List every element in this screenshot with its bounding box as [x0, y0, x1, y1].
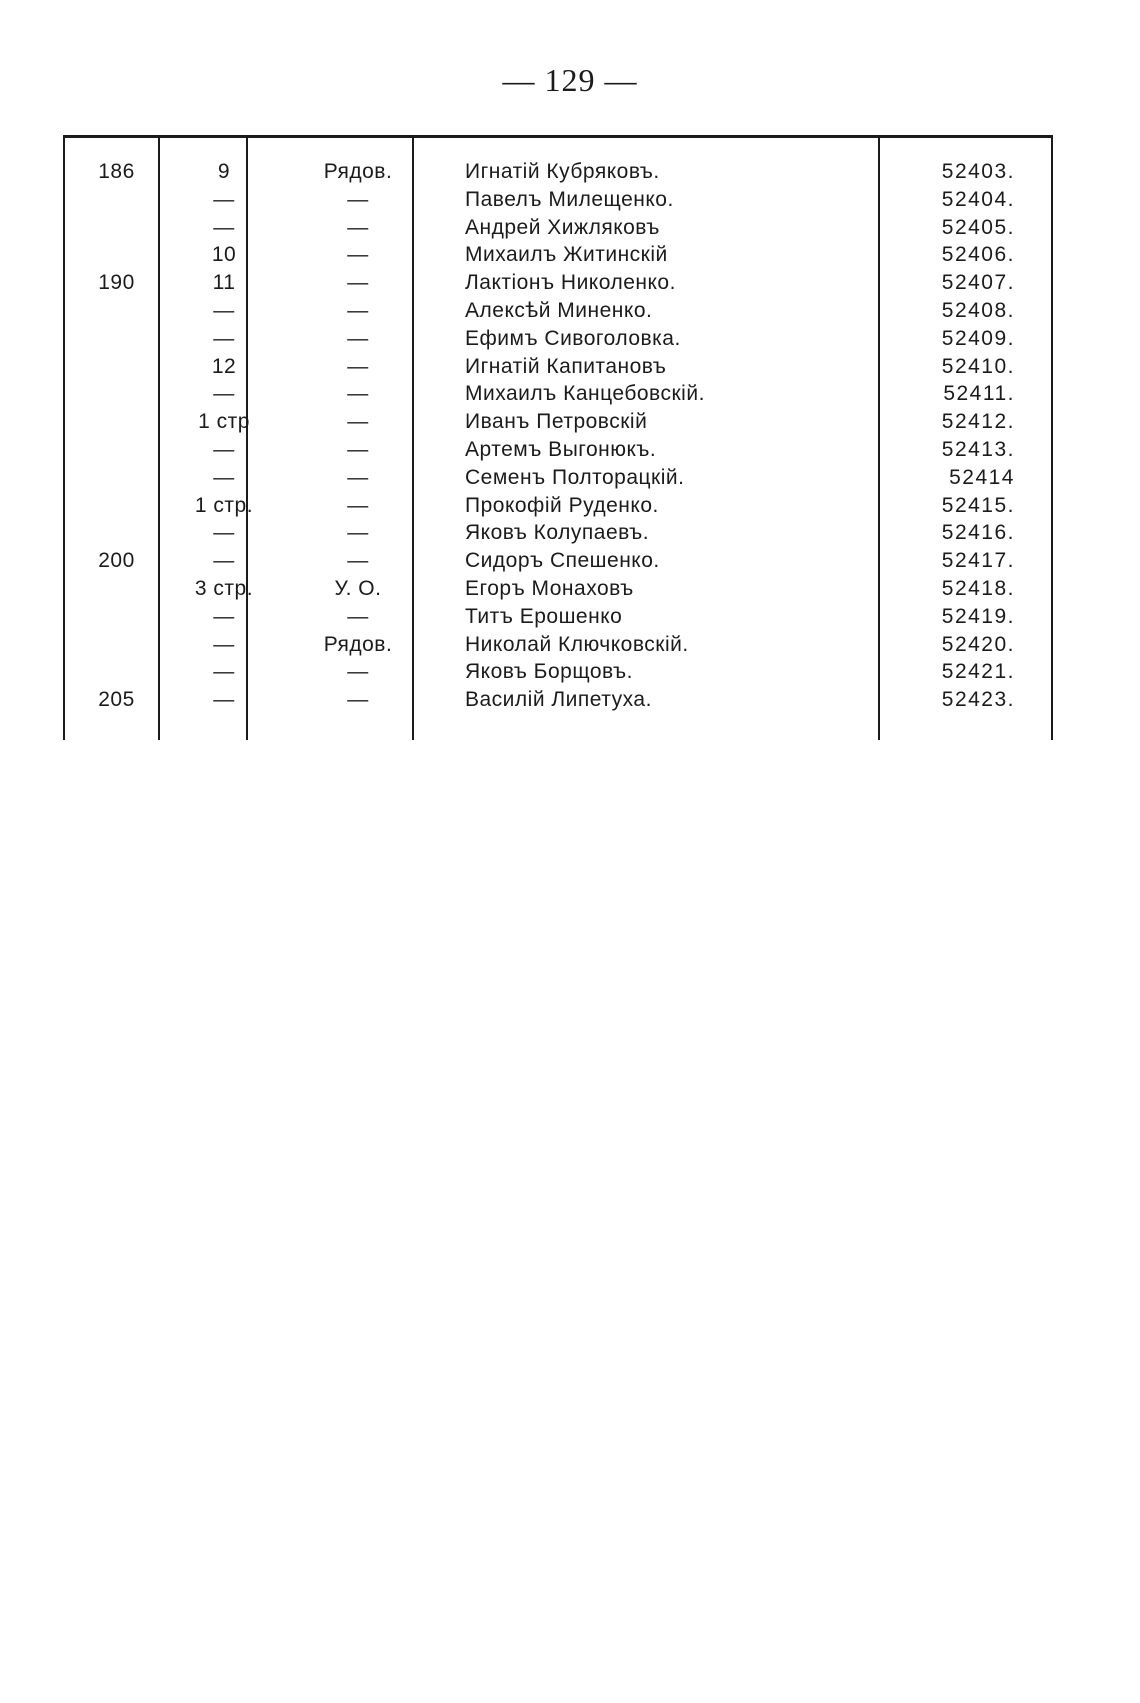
- soldier-name-cell: Артемъ Выгонюкъ.: [465, 437, 657, 461]
- soldier-name-cell: Семенъ Полторацкій.: [465, 465, 685, 489]
- registry-number-cell: 52421.: [941, 660, 1015, 684]
- company-cell: —: [213, 660, 235, 684]
- ledger-rows: [65, 158, 1051, 714]
- entry-number-cell: 190: [98, 271, 135, 295]
- company-cell: 10: [211, 243, 237, 267]
- registry-number-cell: 52405.: [941, 215, 1015, 239]
- company-cell: 12: [211, 354, 237, 378]
- ledger-row: [65, 464, 1051, 492]
- ledger-row: [65, 631, 1051, 659]
- soldier-name-cell: Прокофій Руденко.: [465, 493, 659, 517]
- rank-cell: —: [347, 604, 369, 628]
- registry-number-cell: 52418.: [941, 576, 1015, 600]
- rank-cell: —: [347, 521, 369, 545]
- soldier-name-cell: Яковъ Борщовъ.: [465, 660, 633, 684]
- company-cell: 9: [217, 160, 231, 183]
- entry-number-cell: 186: [98, 160, 135, 183]
- soldier-name-cell: Иванъ Петровскій: [465, 410, 648, 434]
- rank-cell: —: [347, 660, 369, 684]
- ledger-row: [65, 575, 1051, 603]
- registry-number-cell: 52404.: [941, 187, 1015, 211]
- ledger-row: [65, 186, 1051, 214]
- rank-cell: —: [347, 326, 369, 350]
- ledger-row: [65, 686, 1051, 714]
- ledger-row: [65, 214, 1051, 242]
- rank-cell: —: [347, 298, 369, 322]
- soldier-name-cell: Ефимъ Сивоголовка.: [465, 326, 681, 350]
- registry-number-cell: 52414: [949, 465, 1015, 489]
- registry-number-cell: 52410.: [941, 354, 1015, 378]
- registry-number-cell: 52417.: [941, 549, 1015, 573]
- company-cell: —: [213, 465, 235, 489]
- soldier-name-cell: Василій Липетуха.: [465, 688, 652, 712]
- ledger-row: [65, 547, 1051, 575]
- registry-number-cell: 52413.: [941, 437, 1015, 461]
- rank-cell: —: [347, 215, 369, 239]
- ledger-row: [65, 297, 1051, 325]
- soldier-name-cell: Павелъ Милещенко.: [465, 187, 674, 211]
- registry-number-cell: 52406.: [941, 243, 1015, 267]
- ledger-row: [65, 269, 1051, 297]
- soldier-name-cell: Игнатій Кубряковъ.: [465, 160, 660, 183]
- rank-cell: —: [347, 688, 369, 712]
- ledger-row: [65, 325, 1051, 353]
- rank-cell: —: [347, 243, 369, 267]
- ledger-row: [65, 158, 1051, 186]
- soldier-name-cell: Сидоръ Спешенко.: [465, 549, 660, 573]
- rank-cell: —: [347, 465, 369, 489]
- registry-number-cell: 52407.: [941, 271, 1015, 295]
- company-cell: —: [213, 326, 235, 350]
- registry-number-cell: 52415.: [941, 493, 1015, 517]
- company-cell: —: [213, 298, 235, 322]
- rank-cell: Рядов.: [323, 160, 393, 183]
- soldier-name-cell: Михаилъ Канцебовскій.: [465, 382, 705, 406]
- company-cell: —: [213, 549, 235, 573]
- registry-number-cell: 52419.: [941, 604, 1015, 628]
- entry-number-cell: 200: [98, 549, 135, 573]
- soldier-name-cell: Титъ Ерошенко: [465, 604, 623, 628]
- ledger-row: [65, 603, 1051, 631]
- company-cell: 3 стр.: [194, 576, 254, 600]
- rank-cell: —: [347, 187, 369, 211]
- company-cell: 1 стр.: [194, 493, 254, 517]
- rank-cell: —: [347, 354, 369, 378]
- ledger-row: [65, 353, 1051, 381]
- soldier-name-cell: Николай Ключковскій.: [465, 632, 689, 656]
- registry-number-cell: 52403.: [941, 160, 1015, 183]
- ledger-row: [65, 658, 1051, 686]
- soldier-name-cell: Андрей Хижляковъ: [465, 215, 660, 239]
- soldier-name-cell: Егоръ Монаховъ: [465, 576, 634, 600]
- ledger-row: [65, 408, 1051, 436]
- registry-number-cell: 52416.: [941, 521, 1015, 545]
- ledger-table: [63, 135, 1053, 740]
- company-cell: 1 стр: [198, 410, 250, 434]
- company-cell: —: [213, 215, 235, 239]
- rank-cell: —: [347, 382, 369, 406]
- soldier-name-cell: Михаилъ Житинскій: [465, 243, 668, 267]
- rank-cell: Рядов.: [323, 632, 393, 656]
- registry-number-cell: 52423.: [941, 688, 1015, 712]
- soldier-name-cell: Игнатій Капитановъ: [465, 354, 667, 378]
- company-cell: —: [213, 382, 235, 406]
- ledger-row: [65, 241, 1051, 269]
- rank-cell: У. О.: [334, 576, 382, 600]
- rank-cell: —: [347, 410, 369, 434]
- page-number: — 129 —: [502, 62, 638, 98]
- rank-cell: —: [347, 549, 369, 573]
- ledger-row: [65, 436, 1051, 464]
- rank-cell: —: [347, 493, 369, 517]
- soldier-name-cell: Лактіонъ Николенко.: [465, 271, 676, 295]
- ledger-row: [65, 519, 1051, 547]
- company-cell: —: [213, 521, 235, 545]
- registry-number-cell: 52412.: [941, 410, 1015, 434]
- ledger-row: [65, 380, 1051, 408]
- company-cell: —: [213, 688, 235, 712]
- ledger-row: [65, 492, 1051, 520]
- registry-number-cell: 52409.: [941, 326, 1015, 350]
- registry-number-cell: 52408.: [941, 298, 1015, 322]
- company-cell: —: [213, 187, 235, 211]
- company-cell: —: [213, 632, 235, 656]
- registry-number-cell: 52411.: [943, 382, 1015, 406]
- rank-cell: —: [347, 271, 369, 295]
- company-cell: —: [213, 604, 235, 628]
- rank-cell: —: [347, 437, 369, 461]
- soldier-name-cell: Алексѣй Миненко.: [465, 298, 653, 322]
- soldier-name-cell: Яковъ Колупаевъ.: [465, 521, 650, 545]
- registry-number-cell: 52420.: [941, 632, 1015, 656]
- entry-number-cell: 205: [98, 688, 135, 712]
- company-cell: 11: [212, 271, 236, 295]
- company-cell: —: [213, 437, 235, 461]
